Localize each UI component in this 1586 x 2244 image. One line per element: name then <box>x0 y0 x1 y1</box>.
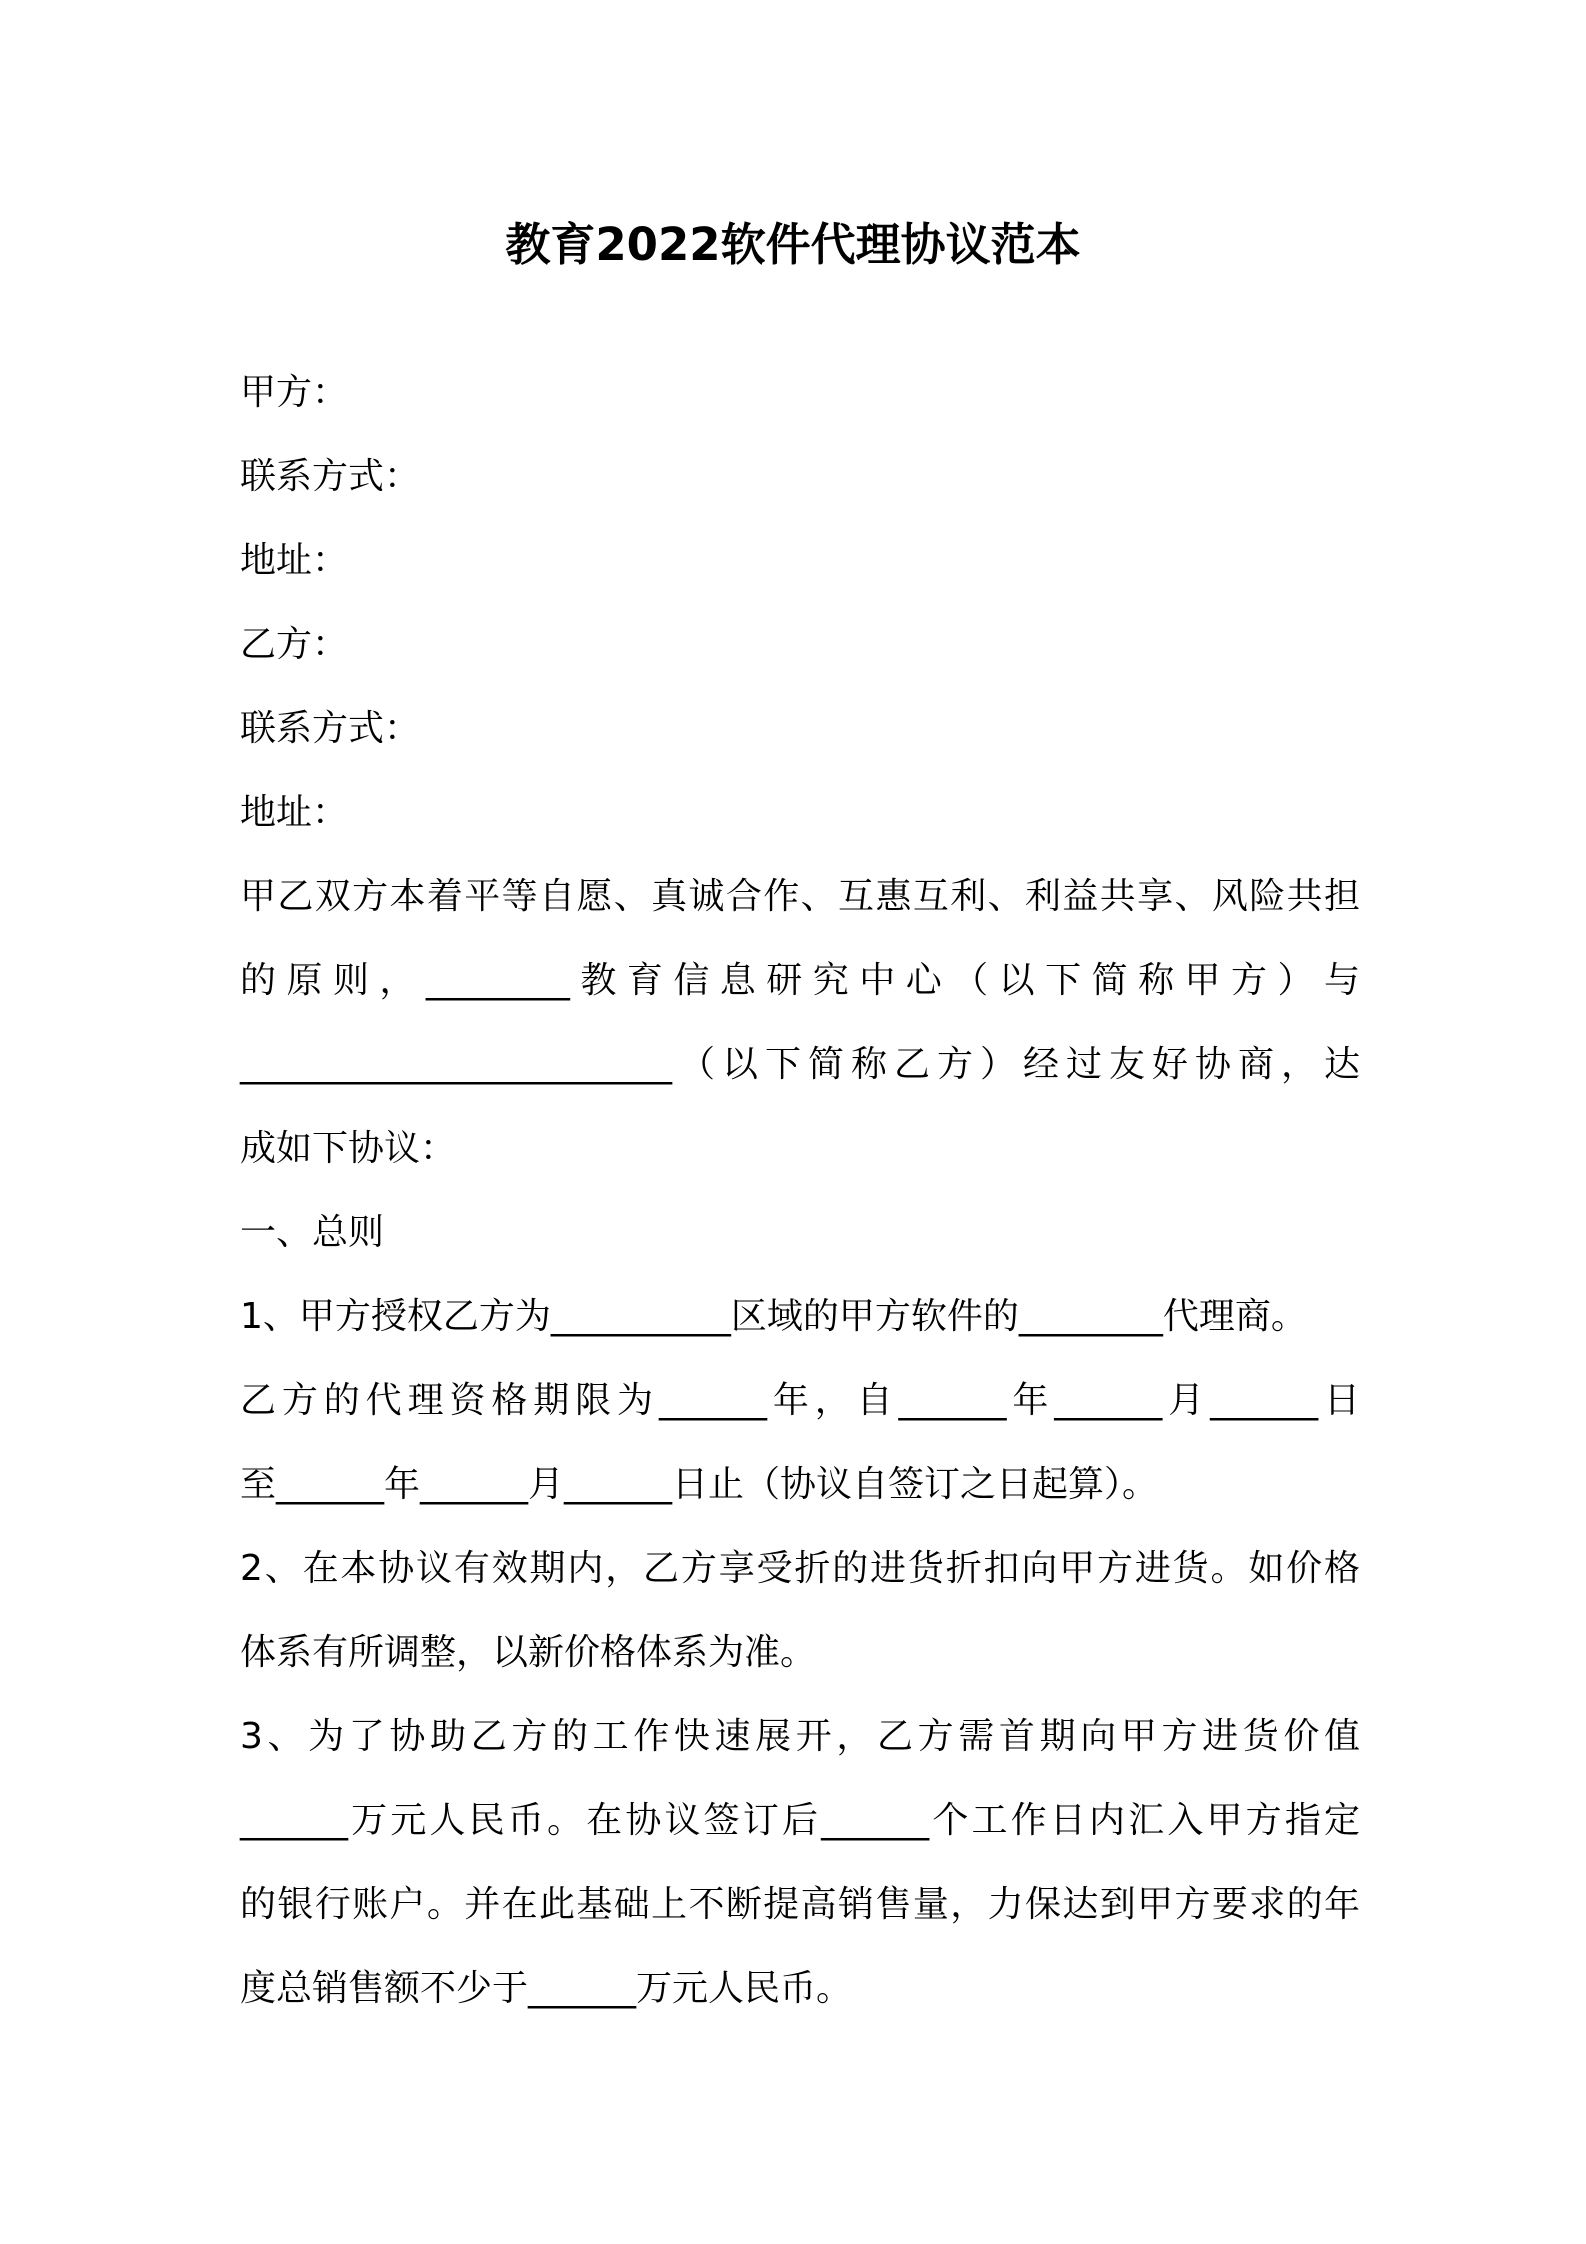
clause-3-line: 的银行账户。并在此基础上不断提高销售量，力保达到甲方要求的年 <box>240 1884 1360 1925</box>
clause-2-line: 体系有所调整，以新价格体系为准。 <box>240 1632 817 1673</box>
party-b-address-label: 地址： <box>240 792 349 833</box>
clause-3-line: 度总销售额不少于______万元人民币。 <box>240 1968 853 2009</box>
party-a-contact-label: 联系方式： <box>240 456 421 497</box>
party-a-label: 甲方： <box>240 372 349 413</box>
preamble-line: ________________________（以下简称乙方）经过友好协商，达 <box>240 1044 1360 1085</box>
clause-3-line: ______万元人民币。在协议签订后______个工作日内汇入甲方指定 <box>240 1800 1360 1841</box>
clause-3-line: 3、为了协助乙方的工作快速展开，乙方需首期向甲方进货价值 <box>240 1716 1360 1757</box>
clause-1-line: 至______年______月______日止（协议自签订之日起算）。 <box>240 1464 1159 1505</box>
party-a-address-label: 地址： <box>240 540 349 581</box>
clause-1-line: 乙方的代理资格期限为______年，自______年______月______日 <box>240 1380 1360 1421</box>
preamble-line: 的原则，________教育信息研究中心（以下简称甲方）与 <box>240 960 1360 1001</box>
document-title: 教育2022软件代理协议范本 <box>505 218 1081 271</box>
section-heading: 一、总则 <box>240 1212 385 1253</box>
party-b-contact-label: 联系方式： <box>240 708 421 749</box>
preamble-line: 成如下协议： <box>240 1128 457 1169</box>
party-b-label: 乙方： <box>240 624 349 665</box>
clause-1-line: 1、甲方授权乙方为__________区域的甲方软件的________代理商。 <box>240 1296 1307 1337</box>
preamble-line: 甲乙双方本着平等自愿、真诚合作、互惠互利、利益共享、风险共担 <box>240 876 1360 917</box>
clause-2-line: 2、在本协议有效期内，乙方享受折的进货折扣向甲方进货。如价格 <box>240 1548 1360 1589</box>
